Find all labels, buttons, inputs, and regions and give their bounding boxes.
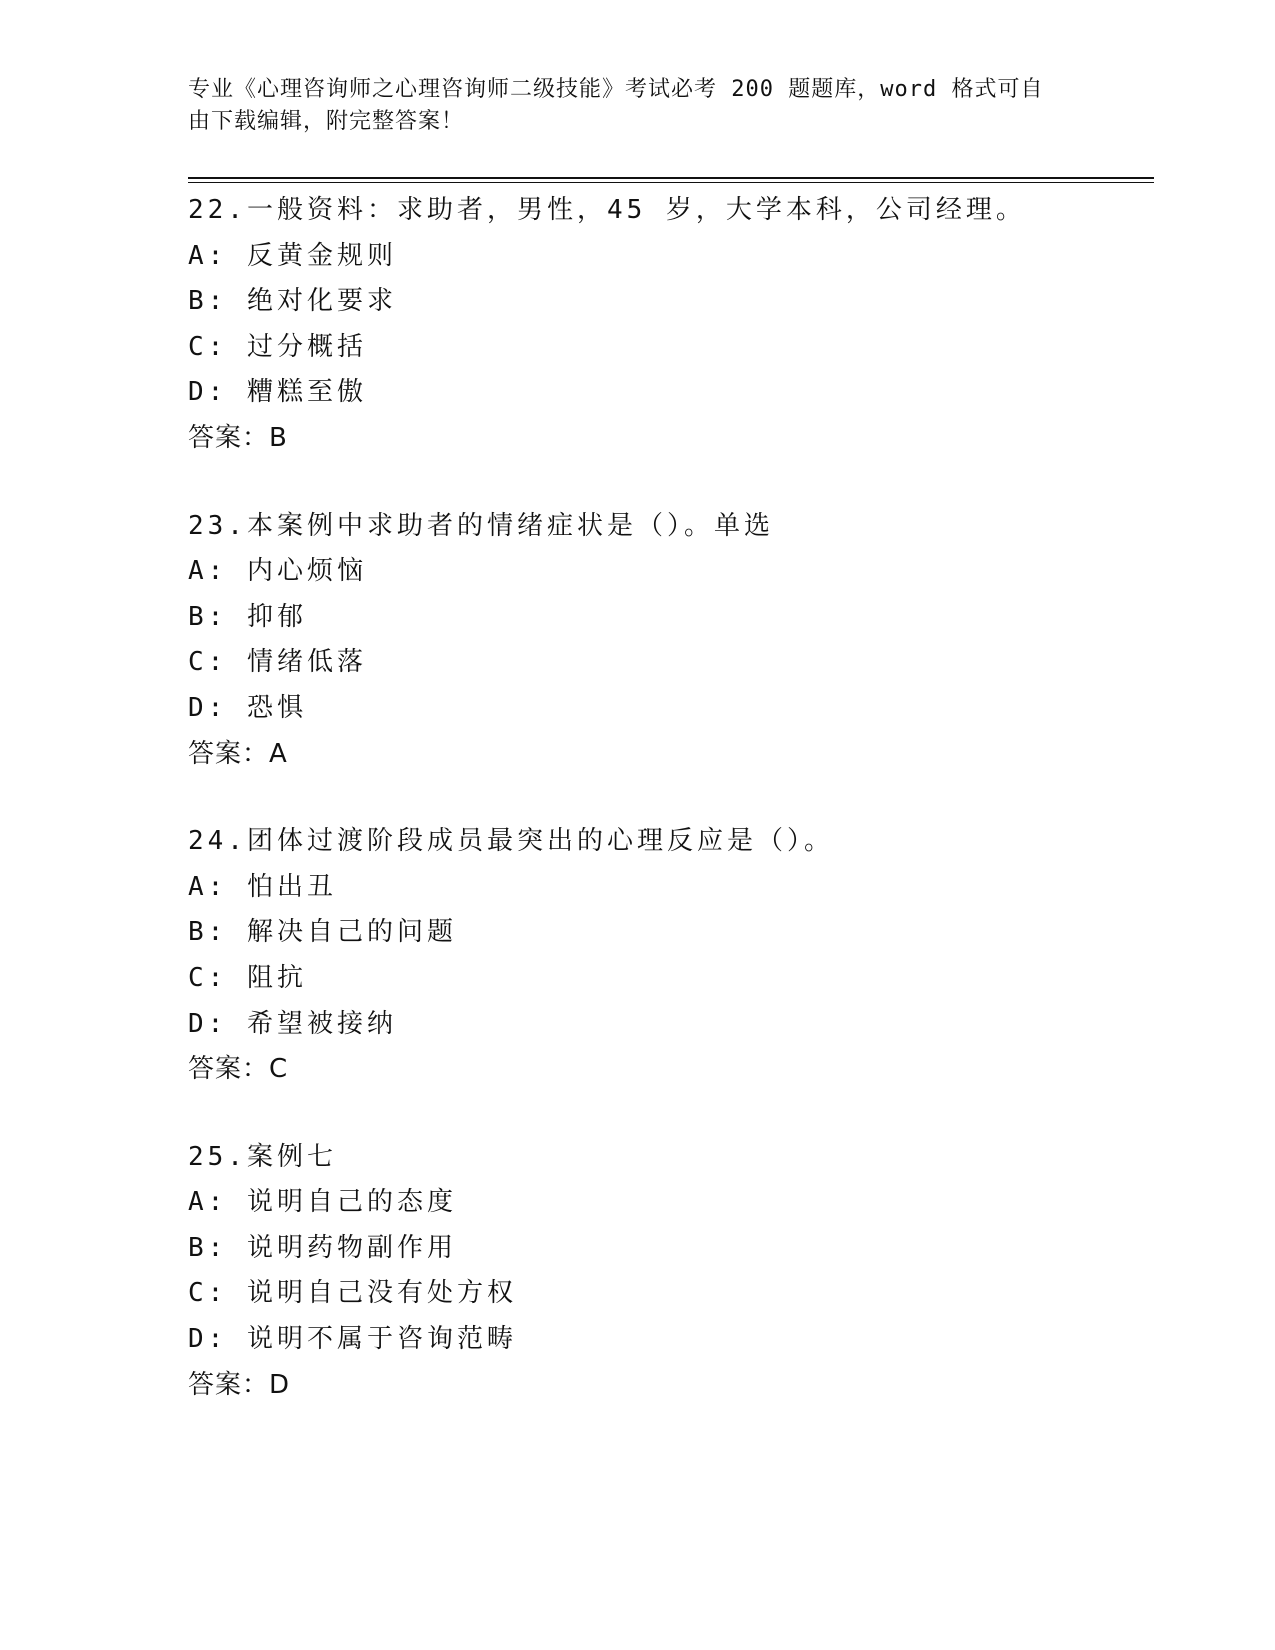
option-a: A: 反黄金规则: [188, 240, 397, 271]
answer-label: 答案：C: [188, 1054, 289, 1085]
option-b: B: 绝对化要求: [188, 286, 397, 317]
header-line-1: 专业《心理咨询师之心理咨询师二级技能》考试必考 200 题题库，word 格式可自: [188, 77, 1044, 102]
document-header: [188, 74, 1068, 138]
question-22: [188, 188, 1148, 462]
question-stem: 22.一般资料：求助者，男性，45 岁，大学本科，公司经理。: [188, 195, 1026, 225]
option-d: D: 说明不属于咨询范畴: [188, 1324, 517, 1355]
option-c: C: 过分概括: [188, 331, 367, 362]
question-23: [188, 504, 1148, 778]
question-stem: 24.团体过渡阶段成员最突出的心理反应是（）。: [188, 826, 834, 857]
header-divider-thin: [188, 182, 1154, 183]
answer-label: 答案：D: [188, 1369, 291, 1400]
option-c: C: 说明自己没有处方权: [188, 1278, 517, 1309]
option-d: D: 恐惧: [188, 692, 307, 723]
option-d: D: 希望被接纳: [188, 1008, 397, 1039]
question-stem: 23.本案例中求助者的情绪症状是（）。单选: [188, 510, 774, 541]
option-b: B: 说明药物副作用: [188, 1232, 457, 1263]
question-list: [188, 188, 1148, 1450]
question-24: [188, 819, 1148, 1093]
option-c: C: 阻抗: [188, 962, 307, 993]
option-a: A: 说明自己的态度: [188, 1187, 457, 1218]
option-a: A: 内心烦恼: [188, 556, 367, 587]
option-d: D: 糟糕至傲: [188, 377, 367, 408]
option-b: B: 抑郁: [188, 601, 307, 632]
answer-label: 答案：B: [188, 422, 288, 453]
option-b: B: 解决自己的问题: [188, 917, 457, 948]
option-a: A: 怕出丑: [188, 871, 337, 902]
question-stem: 25.案例七: [188, 1141, 337, 1172]
header-divider-thick: [188, 177, 1154, 179]
question-25: [188, 1135, 1148, 1409]
option-c: C: 情绪低落: [188, 647, 367, 678]
answer-label: 答案：A: [188, 738, 288, 769]
header-line-2: 由下载编辑，附完整答案！: [188, 109, 465, 134]
